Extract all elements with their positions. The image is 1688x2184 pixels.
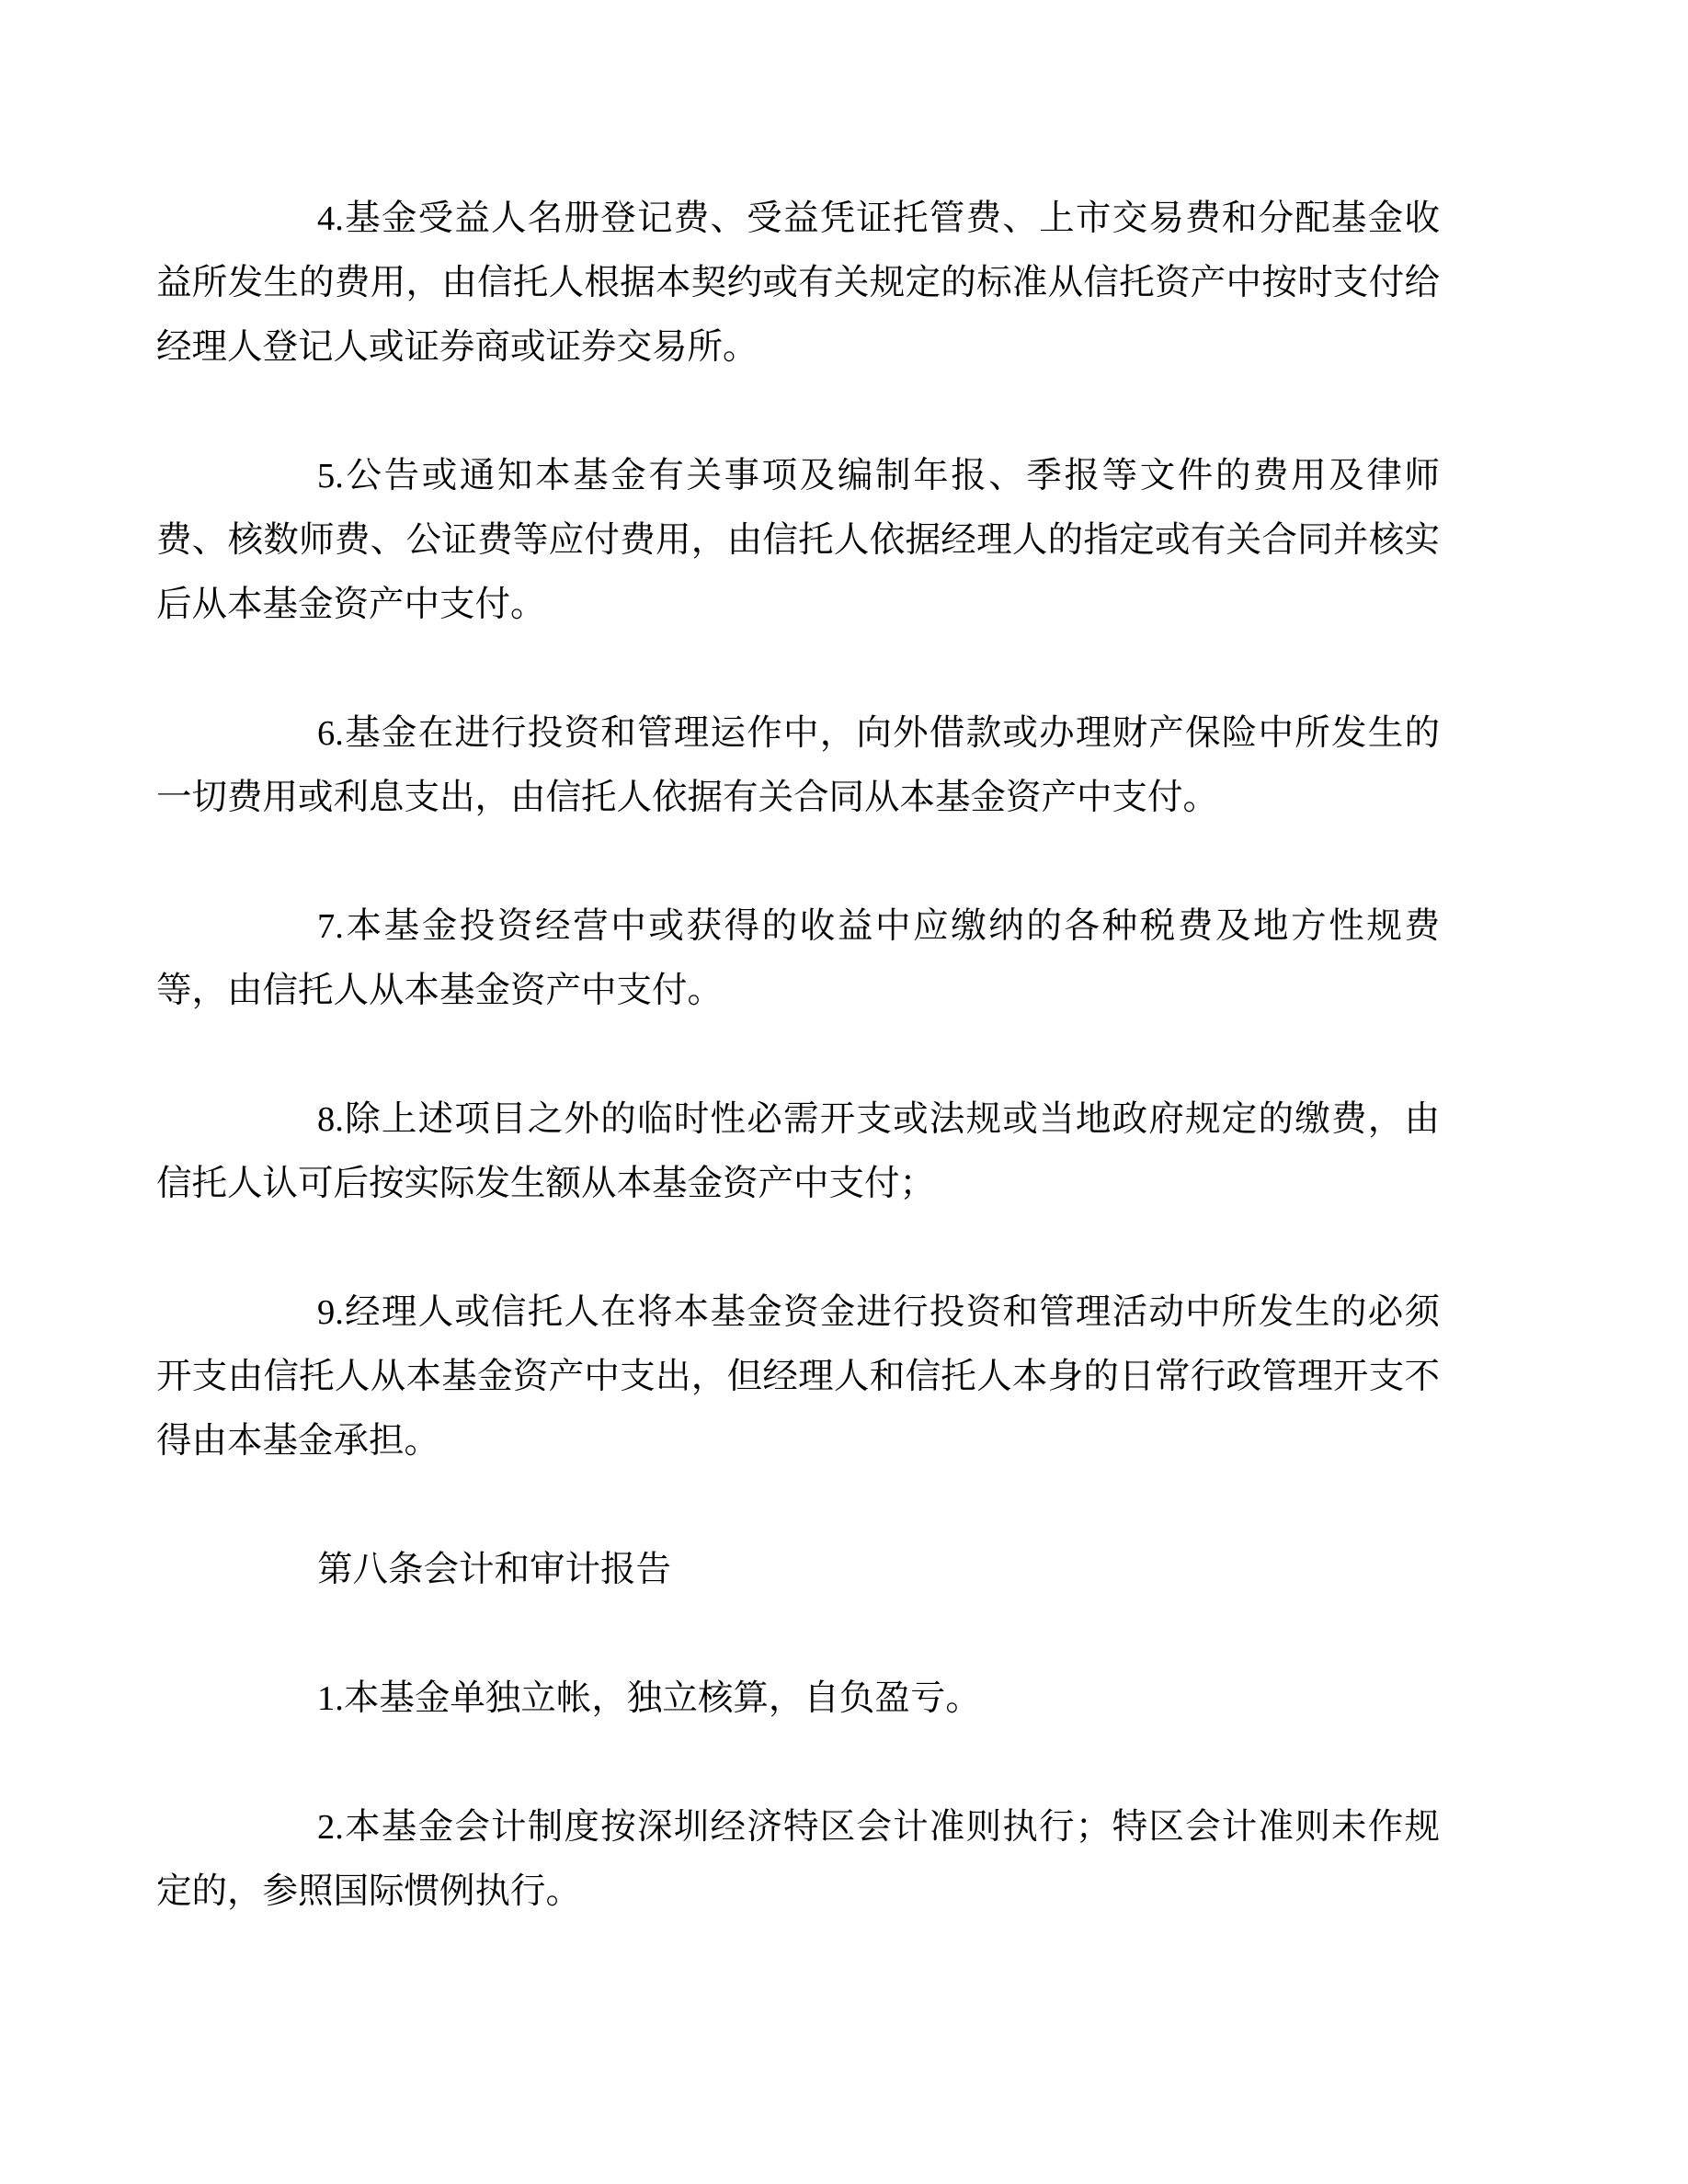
document-text-block [156, 187, 1440, 1924]
paragraph-fee-item-5: 5.公告或通知本基金有关事项及编制年报、季报等文件的费用及律师费、核数师费、公证费等应付费用，由信托人依据经理人的指定或有关合同并核实后从本基金资产中支付。 [156, 457, 1440, 624]
paragraph-fee-item-9: 9.经理人或信托人在将本基金资金进行投资和管理活动中所发生的必须开支由信托人从本基金资产中支出，但经理人和信托人本身的日常行政管理开支不得由本基金承担。 [156, 1293, 1440, 1461]
paragraph-fee-item-7: 7.本基金投资经营中或获得的收益中应缴纳的各种税费及地方性规费等，由信托人从本基金资产中支付。 [156, 907, 1440, 1010]
section-heading-article-8: 第八条会计和审计报告 [317, 1551, 672, 1589]
paragraph-fee-item-8: 8.除上述项目之外的临时性必需开支或法规或当地政府规定的缴费，由信托人认可后按实际发生额从本基金资产中支付； [156, 1100, 1440, 1203]
paragraph-fee-item-6: 6.基金在进行投资和管理运作中，向外借款或办理财产保险中所发生的一切费用或利息支出，由信托人依据有关合同从本基金资产中支付。 [156, 714, 1440, 817]
paragraph-article8-item-2: 2.本基金会计制度按深圳经济特区会计准则执行；特区会计准则未作规定的，参照国际惯例执行。 [156, 1808, 1440, 1911]
paragraph-fee-item-4: 4.基金受益人名册登记费、受益凭证托管费、上市交易费和分配基金收益所发生的费用，由信托人根据本契约或有关规定的标准从信托资产中按时支付给经理人登记人或证券商或证券交易所。 [156, 199, 1440, 367]
paragraph-article8-item-1: 1.本基金单独立帐，独立核算，自负盈亏。 [317, 1679, 981, 1718]
